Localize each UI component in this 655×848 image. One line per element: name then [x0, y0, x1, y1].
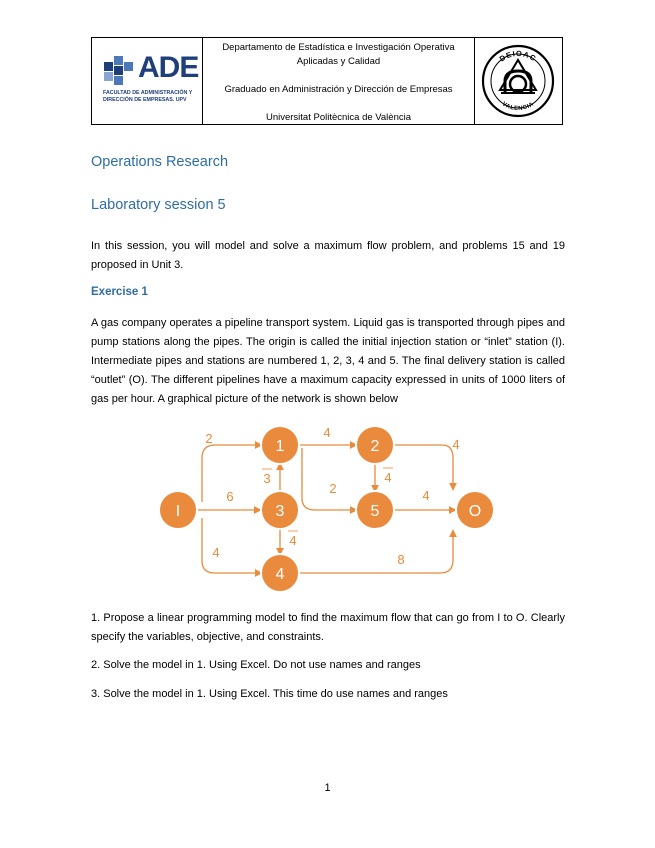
- university-name: Universitat Politècnica de València: [265, 112, 412, 123]
- node-I-label: I: [175, 503, 181, 520]
- exercise-heading: Exercise 1: [91, 286, 148, 298]
- page-number: 1: [324, 782, 331, 794]
- ade-logo-mark-icon: [104, 56, 136, 86]
- session-title: Laboratory session 5: [91, 197, 226, 213]
- exercise-description: A gas company operates a pipeline transport system. Liquid gas is transported through pipes and pump stations along the pipes. The origin is called the initial injection station or “inlet” station (I). Intermediate pipes and stations are numbered 1, 2, 3, 4 and 5. The final delivery station is called “outlet” (O). The different pipelines have a maximum capacity expressed in units of 1000 liters of gas per hour. A graphical picture of the network is shown below: [91, 317, 565, 405]
- ade-logo-sub-line2: DIRECCIÓN DE EMPRESAS. UPV: [103, 97, 187, 103]
- capacity-1-5: 2: [329, 481, 337, 496]
- seal-top-text: DEIOAC: [497, 48, 539, 64]
- svg-text:VALENCIA: [501, 101, 535, 112]
- capacity-I-4: 4: [212, 545, 220, 560]
- capacity-1-2: 4: [323, 425, 331, 440]
- page-title: Operations Research: [91, 154, 229, 170]
- intro-paragraph: In this session, you will model and solve a maximum flow problem, and problems 15 and 19 proposed in Unit 3.: [91, 240, 565, 271]
- deioac-seal: [475, 38, 562, 124]
- capacity-2-O: 4: [452, 437, 460, 452]
- ade-logo-sub-line1: FACULTAD DE ADMINISTRACIÓN Y: [103, 90, 193, 96]
- node-O-label: O: [468, 503, 482, 520]
- capacity-I-1: 2: [205, 431, 213, 446]
- node-5-label: 5: [370, 503, 380, 520]
- question-1: 1. Propose a linear programming model to find the maximum flow that can go from I to O. Clearly specify the variables, objective, and constraints.: [91, 612, 565, 643]
- capacity-3-1: 3: [263, 471, 271, 486]
- node-4-label: 4: [275, 566, 285, 583]
- seal-bottom-text: VALENCIA: [500, 101, 536, 113]
- capacity-4-O: 8: [397, 552, 405, 567]
- node-2-label: 2: [370, 438, 380, 455]
- header-institution-info: [203, 38, 475, 124]
- ade-logo: [92, 38, 203, 124]
- capacity-3-4: 4: [289, 533, 297, 548]
- question-2: 2. Solve the model in 1. Using Excel. Do not use names and ranges: [91, 659, 421, 671]
- capacity-5-O: 4: [422, 488, 430, 503]
- edge-1-5: [302, 448, 357, 510]
- pipeline-network-diagram: [150, 418, 500, 593]
- capacity-2-5: 4: [384, 470, 392, 485]
- capacity-I-3: 6: [226, 489, 234, 504]
- ade-logo-text: ADE: [138, 51, 199, 84]
- question-3: 3. Solve the model in 1. Using Excel. This time do use names and ranges: [91, 688, 448, 700]
- edge-4-O: [298, 530, 453, 573]
- node-3-label: 3: [275, 503, 285, 520]
- department-line2: Aplicadas y Calidad: [296, 56, 381, 67]
- edge-I-4: [202, 518, 262, 573]
- department-line1: Departamento de Estadística e Investigación Operativa: [222, 42, 455, 53]
- degree-name: Graduado en Administración y Dirección de Empresas: [224, 84, 453, 95]
- node-1-label: 1: [275, 438, 285, 455]
- edge-2-O: [393, 445, 453, 490]
- deioac-seal-icon: [475, 38, 562, 124]
- ade-logo-subtitle: [103, 90, 192, 104]
- document-header: [91, 37, 563, 125]
